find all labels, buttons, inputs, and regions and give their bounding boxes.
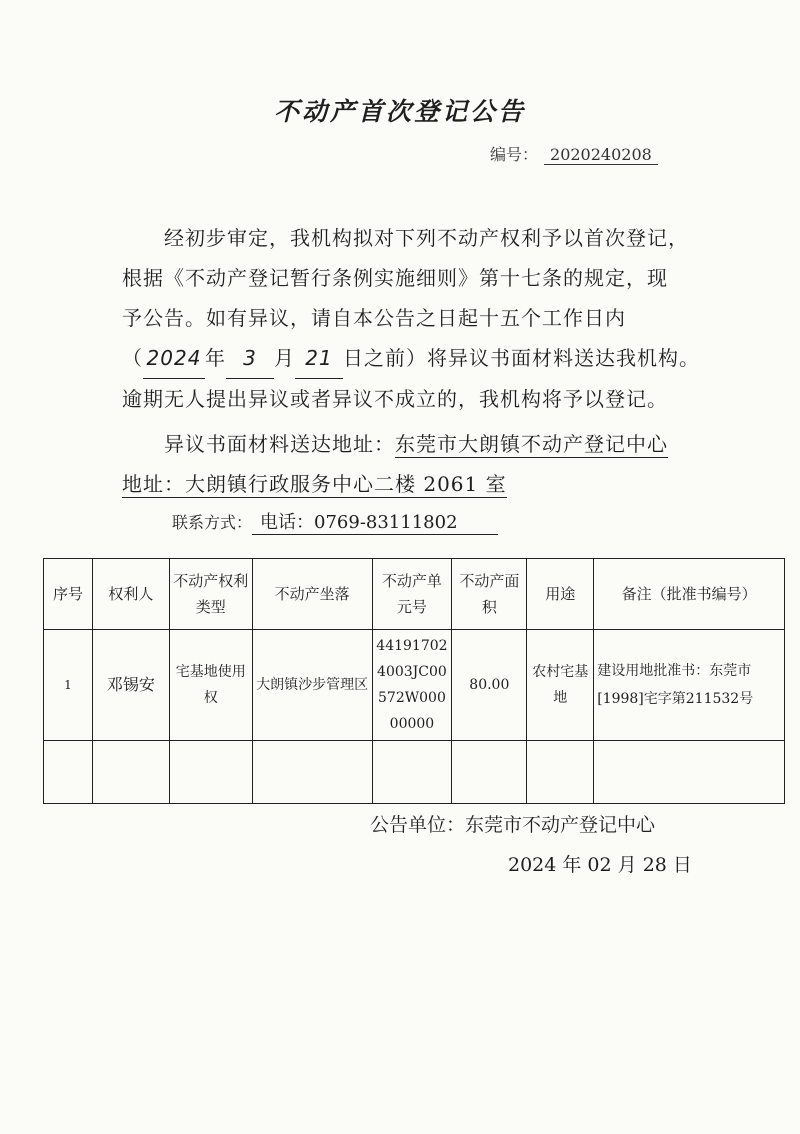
cell-owner: 邓锡安 [92, 630, 169, 741]
deadline-month-unit: 月 [274, 346, 295, 370]
deadline-day: 21 [295, 338, 343, 379]
cell-remark: 建设用地批准书：东莞市[1998]宅字第211532号 [594, 630, 785, 741]
deadline-year: 2024 [143, 338, 205, 379]
body-line-1: 经初步审定，我机构拟对下列不动产权利予以首次登记， [164, 226, 689, 250]
deadline-year-unit: 年 [205, 346, 226, 370]
cell-unit-no: 441917024003JC00572W00000000 [372, 630, 452, 741]
header-owner: 权利人 [92, 559, 169, 630]
objection-address-label: 异议书面材料送达地址： [164, 432, 395, 456]
deadline-month: 3 [226, 338, 274, 379]
body-line-2: 根据《不动产登记暂行条例实施细则》第十七条的规定，现 [122, 266, 668, 290]
issuing-unit: 公告单位：东莞市不动产登记中心 [370, 814, 656, 836]
body-line-3: 予公告。如有异议，请自本公告之日起十五个工作日内 [122, 306, 626, 330]
contact-value: 电话：0769-83111802 [252, 508, 498, 535]
body-line-5: 逾期无人提出异议或者异议不成立的，我机构将予以登记。 [122, 387, 668, 411]
header-no: 序号 [44, 559, 93, 630]
page-title: 不动产首次登记公告 [273, 97, 526, 126]
header-location: 不动产坐落 [252, 559, 372, 630]
table-row-empty [44, 741, 785, 804]
header-unit-no: 不动产单元号 [372, 559, 452, 630]
serial-number [490, 142, 658, 165]
body-line-deadline [122, 338, 700, 379]
header-right-type: 不动产权利类型 [169, 559, 252, 630]
objection-address [164, 428, 668, 457]
office-address [122, 468, 507, 497]
issue-date: 2024 年 02 月 28 日 [508, 854, 692, 876]
header-area: 不动产面积 [452, 559, 527, 630]
objection-address-value: 东莞市大朗镇不动产登记中心 [395, 432, 668, 456]
deadline-rest: 将异议书面材料送达我机构。 [427, 346, 700, 370]
header-usage: 用途 [527, 559, 594, 630]
cell-area: 80.00 [452, 630, 527, 741]
header-remark: 备注（批准书编号） [594, 559, 785, 630]
cell-location: 大朗镇沙步管理区 [252, 630, 372, 741]
deadline-day-unit: 日之前） [343, 346, 427, 370]
serial-label: 编号： [490, 145, 539, 164]
cell-no: 1 [44, 630, 93, 741]
deadline-open: （ [122, 346, 143, 370]
cell-usage: 农村宅基地 [527, 630, 594, 741]
property-table [43, 558, 785, 804]
notice-body [122, 218, 700, 419]
table-row [44, 630, 785, 741]
table-header-row [44, 559, 785, 630]
serial-value: 2020240208 [544, 145, 658, 165]
contact-info [172, 508, 498, 535]
office-address-value: 地址：大朗镇行政服务中心二楼 2061 室 [122, 472, 507, 496]
contact-label: 联系方式： [172, 513, 253, 532]
cell-right-type: 宅基地使用权 [169, 630, 252, 741]
